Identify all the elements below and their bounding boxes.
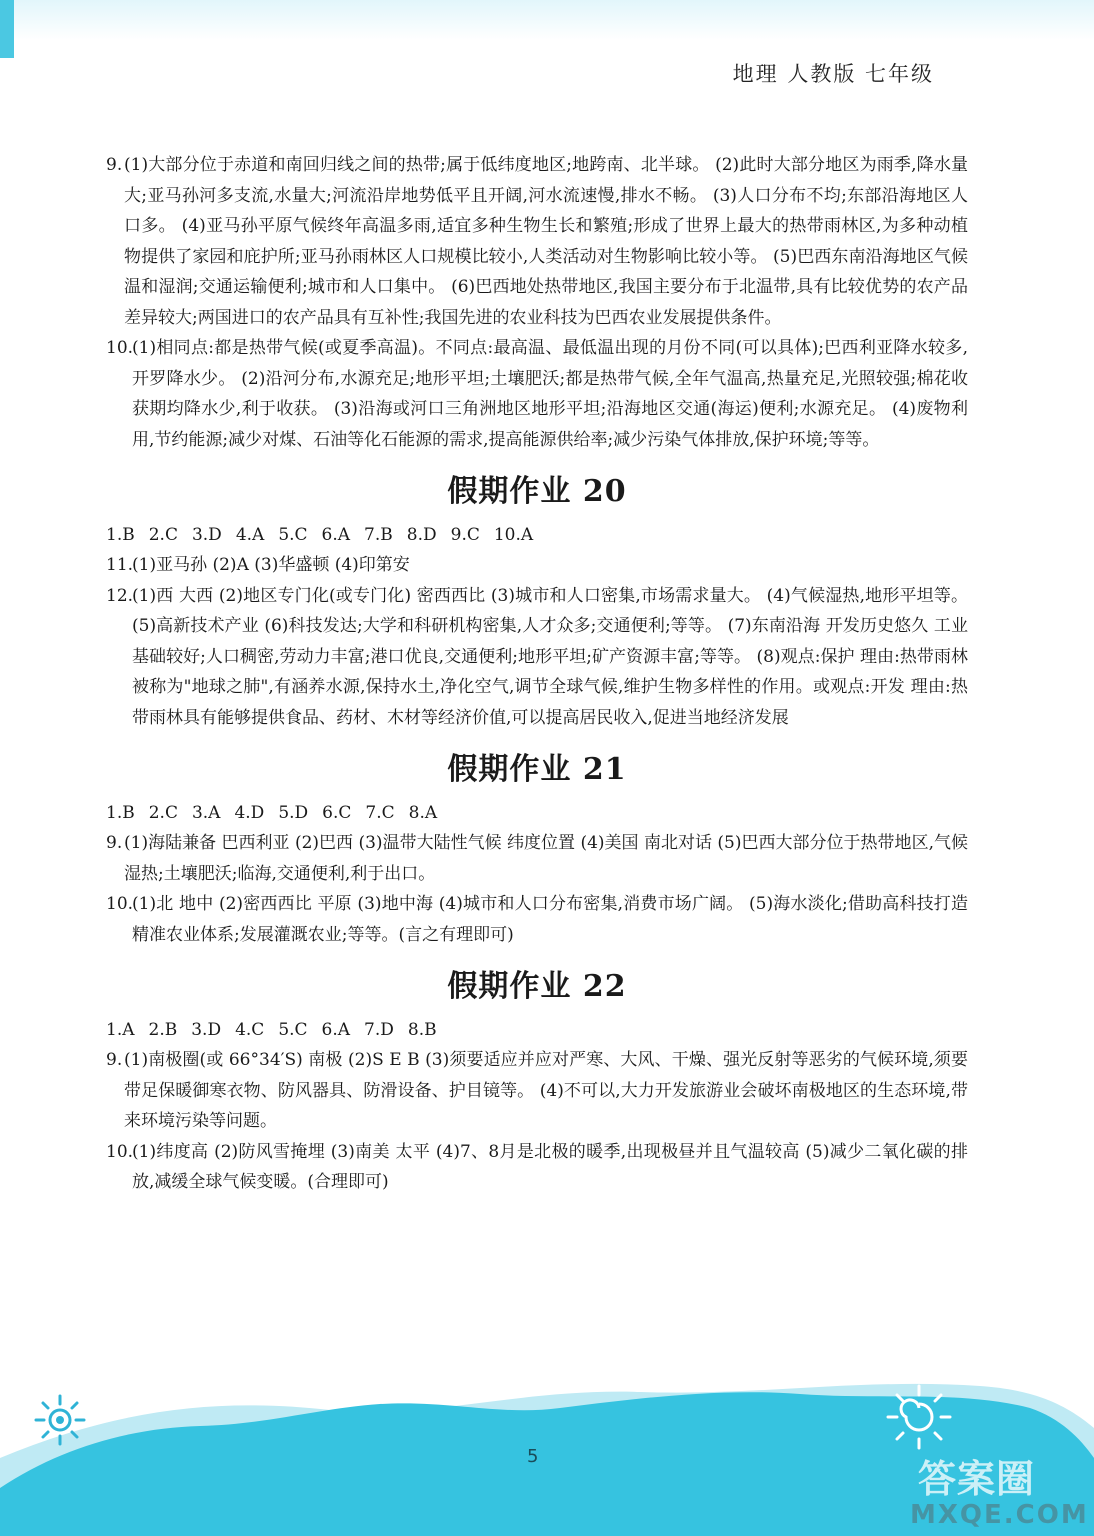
mc-answer: 5.C [278, 1019, 308, 1040]
question-number: 10. [106, 894, 134, 914]
answer-item [106, 1045, 968, 1137]
answer-item [106, 550, 968, 581]
mc-answer: 7.B [364, 524, 393, 545]
question-number: 9. [106, 833, 123, 853]
section-title: 假期作业 21 [447, 752, 627, 787]
mc-answer: 7.D [364, 1019, 394, 1040]
answer-text: (1)南极圈(或 66°34′S) 南极 (2)S E B (3)须要适应并应对严寒、大风、干燥、强光反射等恶劣的气候环境,须要带足保暖御寒衣物、防风器具、防滑设备、护目镜等。 (4)不可以,大力开发旅游业会破坏南极地区的生态环境,带来环境污染等问题。 [124, 1050, 968, 1131]
mc-answer: 2.B [148, 1019, 178, 1040]
mc-answer: 4.A [235, 524, 265, 545]
mc-answer: 2.C [148, 802, 178, 823]
mc-answer: 1.B [106, 802, 135, 823]
section-title: 假期作业 22 [447, 969, 627, 1004]
mc-answer: 8.A [408, 802, 438, 823]
question-number: 11. [106, 555, 134, 575]
watermark-url: MXQE.COM [910, 1500, 1089, 1530]
mc-answer: 4.C [235, 1019, 265, 1040]
answer-content [106, 150, 968, 1198]
mc-answer: 9.C [450, 524, 480, 545]
question-number: 10. [106, 1141, 134, 1162]
mc-answer: 6.C [322, 802, 352, 823]
mc-answer: 6.A [321, 524, 351, 545]
question-number: 9. [106, 155, 123, 175]
mc-answer: 1.B [106, 524, 135, 545]
mc-answer: 5.C [278, 524, 308, 545]
page-number: 5 [527, 1446, 539, 1467]
mc-answer: 7.C [365, 802, 395, 823]
answer-item [106, 333, 968, 455]
mc-answer: 8.D [406, 524, 437, 545]
mc-answer: 4.D [234, 802, 265, 823]
answer-text: (1)大部分位于赤道和南回归线之间的热带;属于低纬度地区;地跨南、北半球。 (2)此时大部分地区为雨季,降水量大;亚马孙河多支流,水量大;河流沿岸地势低平且开阔,河水流速慢,排水不畅。 (3)人口分布不均;东部沿海地区人口多。 (4)亚马孙平原气候终年高温多雨,适宜多种生物生长和繁殖;形成了世界上最大的热带雨林区,为多种动植物提供了家园和庇护所;亚马孙雨林区人口规模比较小,人类活动对生物影响比较小等。 (5)巴西东南沿海地区气候温和湿润;交通运输便利;城市和人口集中。 (6)巴西地处热带地区,我国主要分布于北温带,具有比较优势的农产品差异较大;两国进口的农产品具有互补性;我国先进的农业科技为巴西农业发展提供条件。 [124, 155, 968, 328]
sun-icon-right [884, 1382, 954, 1452]
mc-answer: 3.A [191, 802, 221, 823]
answer-text: (1)相同点:都是热带气候(或夏季高温)。不同点:最高温、最低温出现的月份不同(可以具体);巴西利亚降水较多,开罗降水少。 (2)沿河分布,水源充足;地形平坦;土壤肥沃;都是热带气候,全年气温高,热量充足,光照较强;棉花收获期均降水少,利于收获。 (3)沿海或河口三角洲地区地形平坦;沿海地区交通(海运)便利;水源充足。 (4)废物利用,节约能源;减少对煤、石油等化石能源的需求,提高能源供给率;减少污染气体排放,保护环境;等等。 [132, 338, 968, 450]
multiple-choice-answers [106, 520, 968, 551]
multiple-choice-answers [106, 798, 968, 829]
answer-text: (1)纬度高 (2)防风雪掩埋 (3)南美 太平 (4)7、8月是北极的暖季,出现极昼并且气温较高 (5)减少二氧化碳的排放,减缓全球气候变暖。(合理即可) [132, 1141, 968, 1192]
question-number: 12. [106, 585, 134, 606]
mc-answer: 10.A [493, 524, 534, 545]
question-number: 10. [106, 338, 134, 358]
mc-answer: 5.D [278, 802, 309, 823]
mc-answer: 8.B [407, 1019, 437, 1040]
header-label: 地理 人教版 七年级 [732, 62, 934, 86]
mc-answer: 6.A [321, 1019, 351, 1040]
question-number: 9. [106, 1050, 123, 1070]
watermark-logo-text: 答案圈 [918, 1457, 1036, 1501]
mc-answer: 3.D [191, 524, 222, 545]
answer-text: (1)北 地中 (2)密西西比 平原 (3)地中海 (4)城市和人口分布密集,消费市场广阔。 (5)海水淡化;借助高科技打造精准农业体系;发展灌溉农业;等等。(言之有理即可) [132, 894, 968, 945]
answer-item [106, 828, 968, 889]
answer-text: (1)亚马孙 (2)A (3)华盛顿 (4)印第安 [132, 555, 410, 575]
multiple-choice-answers [106, 1015, 968, 1046]
answer-text: (1)西 大西 (2)地区专门化(或专门化) 密西西比 (3)城市和人口密集,市场需求量大。 (4)气候湿热,地形平坦等。 (5)高新技术产业 (6)科技发达;大学和科研机构密集,人才众多;交通便利;等等。 (7)东南沿海 开发历史悠久 工业基础较好;人口稠密,劳动力丰富;港口优良,交通便利;地形平坦;矿产资源丰富;等等。 (8)观点:保护 理由:热带雨林被称为"地球之肺",有涵养水源,保持水土,净化空气,调节全球气候,维护生物多样性的作用。或观点:开发 理由:热带雨林具有能够提供食品、药材、木材等经济价值,可以提高居民收入,促进当地经济发展 [132, 585, 968, 728]
corner-mark [0, 0, 14, 58]
answer-item [106, 889, 968, 950]
answer-item [106, 150, 968, 333]
sun-icon-left [32, 1392, 88, 1448]
mc-answer: 2.C [148, 524, 178, 545]
answer-item [106, 581, 968, 734]
section-title: 假期作业 20 [447, 474, 627, 509]
answer-item [106, 1137, 968, 1198]
top-band [0, 0, 1094, 40]
mc-answer: 3.D [191, 1019, 222, 1040]
mc-answer: 1.A [106, 1019, 135, 1040]
answer-text: (1)海陆兼备 巴西利亚 (2)巴西 (3)温带大陆性气候 纬度位置 (4)美国 南北对话 (5)巴西大部分位于热带地区,气候湿热;土壤肥沃;临海,交通便利,利于出口。 [124, 833, 968, 884]
